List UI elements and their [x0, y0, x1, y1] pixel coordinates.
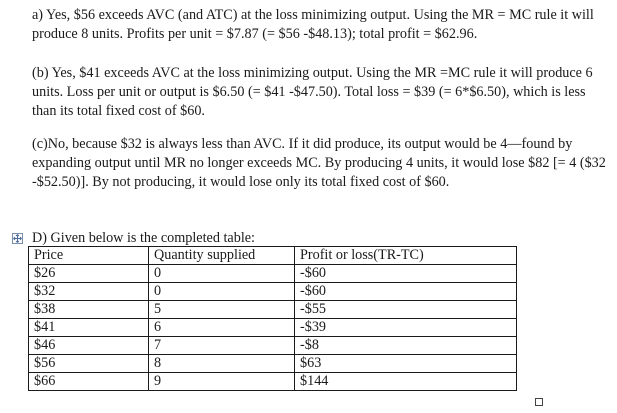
header-price: Price	[29, 247, 149, 265]
table-row	[29, 319, 517, 337]
cell-quantity: 6	[149, 319, 295, 337]
cell-profit: -$39	[295, 319, 517, 337]
cell-profit: $63	[295, 355, 517, 373]
cell-quantity: 0	[149, 283, 295, 301]
answer-paragraph-a: a) Yes, $56 exceeds AVC (and ATC) at the loss minimizing output. Using the MR = MC rule it will produce 8 units. Profits per unit = $7.87 (= $56 -$48.13); total profit = $62.96.	[32, 7, 594, 42]
table-resize-handle-icon[interactable]	[535, 398, 543, 406]
cell-quantity: 0	[149, 265, 295, 283]
table-row	[29, 373, 517, 391]
table-row	[29, 337, 517, 355]
header-profit-or-loss: Profit or loss(TR-TC)	[295, 247, 517, 265]
cell-profit: -$60	[295, 283, 517, 301]
table-row	[29, 355, 517, 373]
cell-profit: $144	[295, 373, 517, 391]
completed-table	[28, 246, 517, 391]
answer-paragraph-b: (b) Yes, $41 exceeds AVC at the loss minimizing output. Using the MR =MC rule it will produce 6 units. Loss per unit or output is $6.50 (= $41 -$47.50). Total loss = $39 (= 6*$6.50), which is less than its total fixed cost of $60.	[32, 65, 593, 119]
cell-quantity: 8	[149, 355, 295, 373]
cell-price: $46	[29, 337, 149, 355]
cell-profit: -$55	[295, 301, 517, 319]
table-row	[29, 265, 517, 283]
cell-price: $56	[29, 355, 149, 373]
table-caption: D) Given below is the completed table:	[32, 230, 255, 246]
table-row	[29, 283, 517, 301]
cell-price: $38	[29, 301, 149, 319]
cell-quantity: 5	[149, 301, 295, 319]
cell-profit: -$8	[295, 337, 517, 355]
cell-quantity: 9	[149, 373, 295, 391]
cell-price: $66	[29, 373, 149, 391]
table-row	[29, 301, 517, 319]
table-move-handle-icon[interactable]	[12, 233, 23, 244]
header-quantity-supplied: Quantity supplied	[149, 247, 295, 265]
cell-quantity: 7	[149, 337, 295, 355]
cell-price: $32	[29, 283, 149, 301]
answer-paragraph-c: (c)No, because $32 is always less than AVC. If it did produce, its output would be 4—found by expanding output until MR no longer exceeds MC. By producing 4 units, it would lose $82 [= 4 ($32 -$52.50)]. By not producing, it would lose only its total fixed cost of $60.	[32, 136, 606, 190]
cell-price: $41	[29, 319, 149, 337]
cell-profit: -$60	[295, 265, 517, 283]
table-header-row	[29, 247, 517, 265]
cell-price: $26	[29, 265, 149, 283]
